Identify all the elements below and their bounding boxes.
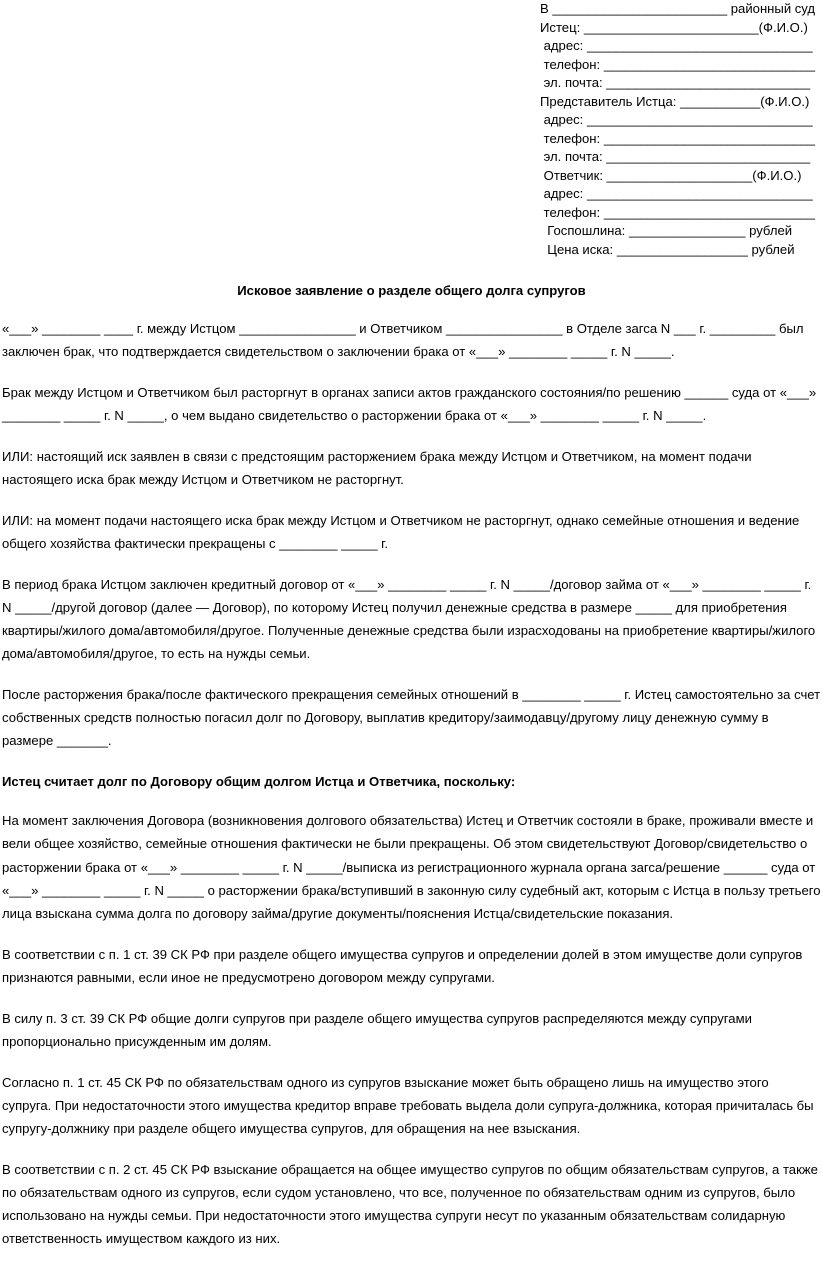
court-header-block (540, 0, 823, 259)
header-defendant-address: адрес: _______________________________ (540, 186, 813, 201)
header-court-line: В ________________________ районный суд (540, 1, 816, 16)
header-state-fee: Госпошлина: ________________ рублей (540, 223, 793, 238)
header-plaintiff-email: эл. почта: ____________________________ (540, 75, 811, 90)
paragraph-evidence: На момент заключения Договора (возникновения долгового обязательства) Истец и Ответчик состояли в браке, проживали вместе и вели общее хозяйство, семейные отношения фактически не были прекращены. Об этом свидетельствуют Договор/свидетельство о расторжении брака от «___» ________ _____ г. N _____/выписка из регистрационного журнала органа загса/решение ______ суда от «___» ________ _____ г. N _____ о расторжении брака/вступивший в законную силу судебный акт, которым с Истца в пользу третьего лица взыскана сумма долга по договору займа/другие документы/пояснения Истца/свидетельские показания. (2, 813, 821, 922)
paragraph-divorce: Брак между Истцом и Ответчиком был расторгнут в органах записи актов гражданского состояния/по решению ______ суда от «___» ________ _____ г. N _____, о чем выдано свидетельство о расторжении брака от «___» ________ _____ г. N _____. (2, 384, 817, 424)
paragraph-alt-upcoming-divorce: ИЛИ: настоящий иск заявлен в связи с предстоящим расторжением брака между Истцом и Ответчиком, на момент подачи настоящего иска брак между Истцом и Ответчиком не расторгнут. (2, 448, 752, 488)
header-defendant-line: Ответчик: ____________________(Ф.И.О.) (540, 167, 802, 183)
paragraph-claim-heading: Истец считает долг по Договору общим долгом Истца и Ответчика, поскольку: (2, 774, 516, 790)
header-representative-address: адрес: _______________________________ (540, 112, 813, 127)
paragraph-law-39-3: В силу п. 3 ст. 39 СК РФ общие долги супругов при разделе общего имущества супругов распределяются между супругами пропорционально присужденным им долям. (2, 1010, 752, 1049)
header-plaintiff-phone: телефон: _____________________________ (540, 56, 816, 72)
paragraph-loan-agreement: В период брака Истцом заключен кредитный договор от «___» ________ _____ г. N _____/договор займа от «___» ________ _____ г. N _____/другой договор (далее — Договор), по которому Истец получил денежные средства в размере _____ для приобретения квартиры/жилого дома/автомобиля/другое. Полученные денежные средства были израсходованы на приобретение квартиры/жилого дома/автомобиля/другое, то есть на нужды семьи. (2, 576, 816, 662)
paragraph-law-39-1: В соответствии с п. 1 ст. 39 СК РФ при разделе общего имущества супругов и определении долей в этом имуществе доли супругов признаются равными, если иное не предусмотрено договором между супругами. (2, 946, 803, 985)
header-representative-line: Представитель Истца: ___________(Ф.И.О.) (540, 93, 810, 109)
paragraph-law-45-1: Согласно п. 1 ст. 45 СК РФ по обязательствам одного из супругов взыскание может быть обращено лишь на имущество этого супруга. При недостаточности этого имущества кредитор вправе требовать выдела доли супруга-должника, которая причиталась бы супругу-должнику при разделе общего имущества супругов, для обращения на нее взыскания. (2, 1074, 814, 1136)
header-plaintiff-line: Истец: ________________________(Ф.И.О.) (540, 19, 808, 35)
header-claim-value: Цена иска: __________________ рублей (540, 241, 795, 257)
header-representative-phone: телефон: _____________________________ (540, 130, 816, 146)
header-defendant-phone: телефон: _____________________________ (540, 204, 816, 220)
document-title: Исковое заявление о разделе общего долга супругов (237, 283, 586, 298)
paragraph-debt-repaid: После расторжения брака/после фактического прекращения семейных отношений в ________ _____ г. Истец самостоятельно за счет собственных средств полностью погасил долг по Договору, выплатив кредитору/заимодавцу/другому лицу денежную сумму в размере _______. (2, 686, 821, 749)
header-plaintiff-address: адрес: _______________________________ (540, 38, 813, 53)
paragraph-law-45-2: В соответствии с п. 2 ст. 45 СК РФ взыскание обращается на общее имущество супругов по общим обязательствам супругов, а также по обязательствам одного из супругов, если судом установлено, что все, полученное по обязательствам одним из супругов, было использовано на нужды семьи. При недостаточности этого имущества супруги несут по указанным обязательствам солидарную ответственность имуществом каждого из них. (2, 1161, 818, 1247)
header-representative-email: эл. почта: ____________________________ (540, 149, 811, 164)
paragraph-alt-relations-ended: ИЛИ: на момент подачи настоящего иска брак между Истцом и Ответчиком не расторгнут, однако семейные отношения и ведение общего хозяйства фактически прекращены с ________ _____ г. (2, 512, 800, 551)
paragraph-marriage: «___» ________ ____ г. между Истцом ________________ и Ответчиком ________________ в Отделе загса N ___ г. _________ был заключен брак, что подтверждается свидетельством о заключении брака от «___» ________ _____ г. N _____. (2, 321, 804, 360)
document-body (2, 317, 821, 1268)
